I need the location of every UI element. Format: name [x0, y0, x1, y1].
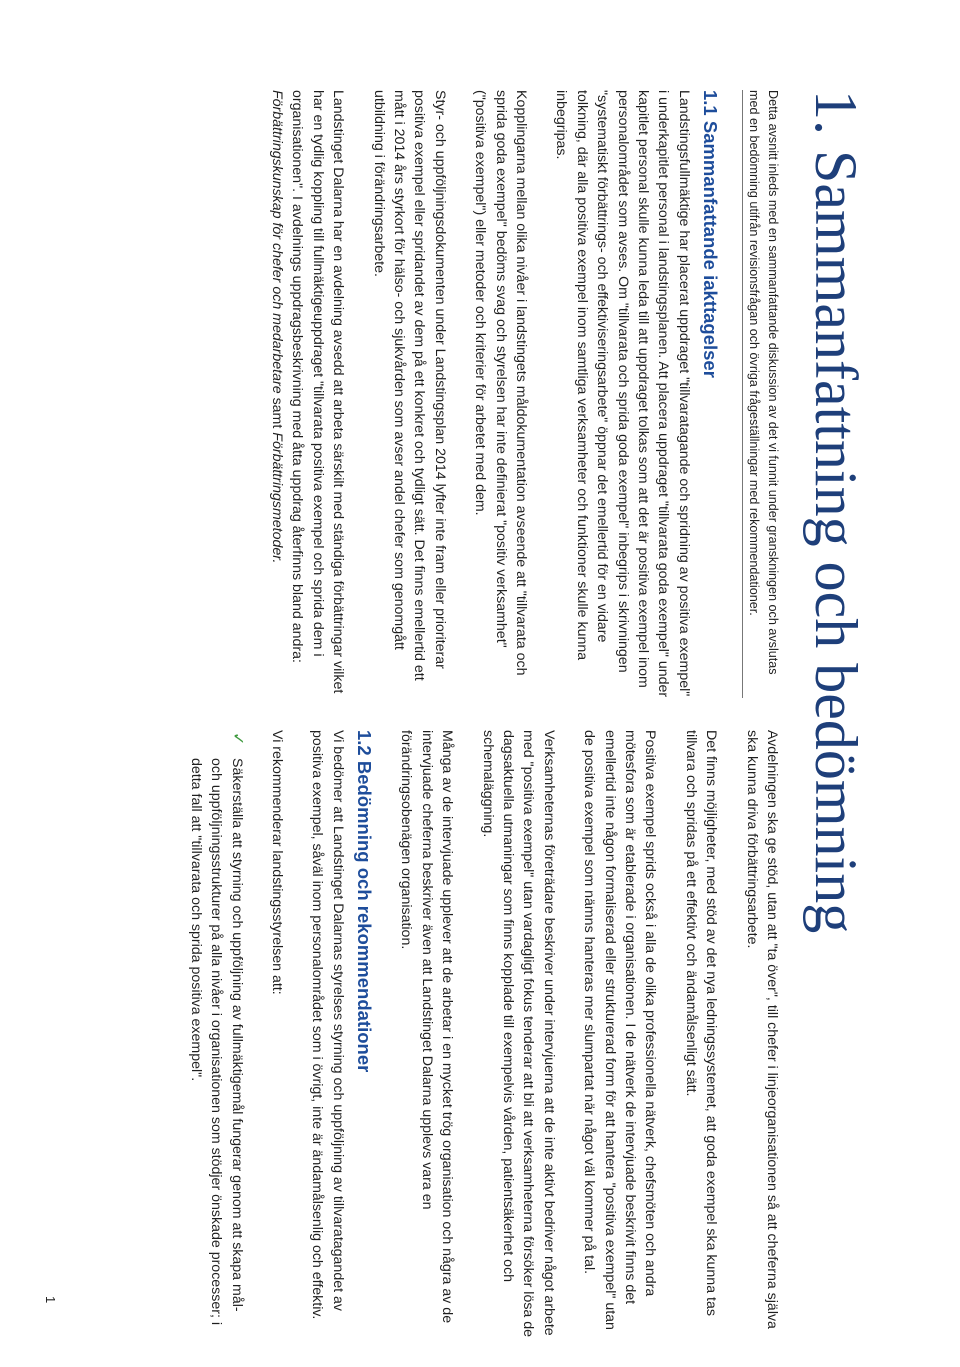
intro-text: Detta avsnitt inleds med en sammanfattande diskussion av det vi funnit under granskningen och avslutas med en bedömning utifrån revisionsfrågan och övriga frågeställningar med rekommendationer. [747, 90, 780, 675]
intro-block [742, 90, 782, 698]
recommendation-item [185, 730, 246, 1338]
checkmark-icon: ✓ [228, 732, 246, 746]
paragraph: Positiva exempel sprids också i alla de olika professionella nätverk, chefsmöten och andra mötesfora som är etablerade i organisationen. I de nätverk de intervjuade beskrivit finns det emellertid inte någon formaliserad eller strukturerad form för att hantera "positiva exempel" utan de positiva exempel som nämns hanteras mer slumpartat när något väl kommer på tal. [581, 730, 659, 1330]
recommendation-list [185, 730, 246, 1338]
paragraph: Avdelningen ska ge stöd, utan att "ta över", till chefer i linjeorganisationen så att cheferna själva ska kunna driva förbättringsarbete. [743, 730, 780, 1329]
paragraph: Många av de intervjuade upplever att de arbetar i en mycket trög organisation och några av de intervjuade cheferna beskriver även att Landstinget Dalarna upplevs vara en förändringsobenägen organisation. [398, 730, 456, 1324]
paragraph-with-italics [267, 90, 349, 698]
left-column [247, 90, 783, 698]
paragraph: Landstingsfullmäktige har placerat uppdraget "tillvaratagande och spridning av positiva exempel" i underkapitlet personal i landstingsplanen. Att placera uppdraget "tillvarata goda exempel" under kapitlet personal skulle kunna leda till att uppdraget tolkas som att det är positiva exempel inom personalområdet som avses. Om "tillvarata och sprida goda exempel" inbegrips i skrivningen "systematiskt förbättrings- och effektiviseringsarbete" öppnar det emellertid för en vidare tolkning, där alla positiva exempel inom samtliga verksamheter och funktioner skulle kunna inbegripas. [553, 90, 692, 698]
italic-phrase: Förbättringsmetoder. [268, 432, 285, 564]
paragraph: Det finns möjligheter, med stöd av det nya ledningssystemet, att goda exempel ska kunna tas tillvara och spridas på ett effektivt och ändamålsenligt sätt. [682, 730, 720, 1316]
paragraph: Kopplingarna mellan olika nivåer i landstingets måldokumentation avseende att "tillvarata och sprida goda exempel" bedöms svag och styrelsen har inte definierat "positiv verksamhet" ("positiva exempel") eller metoder och kriterier för arbetet med dem. [472, 90, 529, 676]
connector-word: samt [268, 397, 285, 429]
paragraph: Verksamheternas företrädare beskriver under intervjuerna att de inte aktivt bedriver något arbete med "positiva exempel" utan vardagligt fokus tenderar att bli att verksamheterna försöker lösa de dagsaktuella utmaningar som finns kopplade till exempelvis vården, patientsäkerhet och schemaläggning. [479, 730, 557, 1338]
paragraph: Styr- och uppföljningsdokumenten under Landstingsplan 2014 lyfter inte fram eller prioriterar positiva exempel eller spridandet av dem på ett konkret och tydligt sätt. Det finns emellertid ett mått i 2014 års styrkort för hälso- och sjukvården som avser andel chefer som genomgått utbildning i förändringsarbete. [370, 90, 448, 681]
section-heading-1-2: 1.2 Bedömning och rekommendationer [353, 730, 375, 1073]
page-title: 1. Sammanfattning och bedömning [803, 90, 869, 934]
paragraph: Vi rekommenderar landstingsstyrelsen att: [269, 730, 286, 995]
paragraph-text: Landstinget Dalarna har en avdelning avsedd att arbeta särskilt med ständiga förbättringar vilket har en tydlig koppling till fullmäktigeuppdraget "tillvarata positiva exempel och sprida dem i organisationen". I avdelnings uppdragsbeskrivning med åtta uppdrag återfinns bland andra: [289, 90, 347, 694]
recommendation-text: Säkerställa att styrning och uppföljning av fullmäktigemål fungerar genom att skapa mål- och uppföljningsstrukturer på alla nivåer i organisationen som stödjer önskade processer; i detta fall att "tillvarata och sprida positiva exempel". [187, 758, 245, 1326]
section-heading-1-1: 1.1 Sammanfattande iakttagelser [699, 90, 721, 378]
page-number: 1 [43, 1296, 58, 1304]
italic-phrase: Förbättringskunskap för chefer och medarbetare [268, 90, 285, 394]
paragraph: Vi bedömer att Landstinget Dalarnas styrelses styrning och uppföljning av tillvaratagandet av positiva exempel, såväl inom personalområdet som i övrigt, inte är ändamålsenlig och effektiv. [309, 730, 346, 1320]
right-column [185, 730, 782, 1338]
